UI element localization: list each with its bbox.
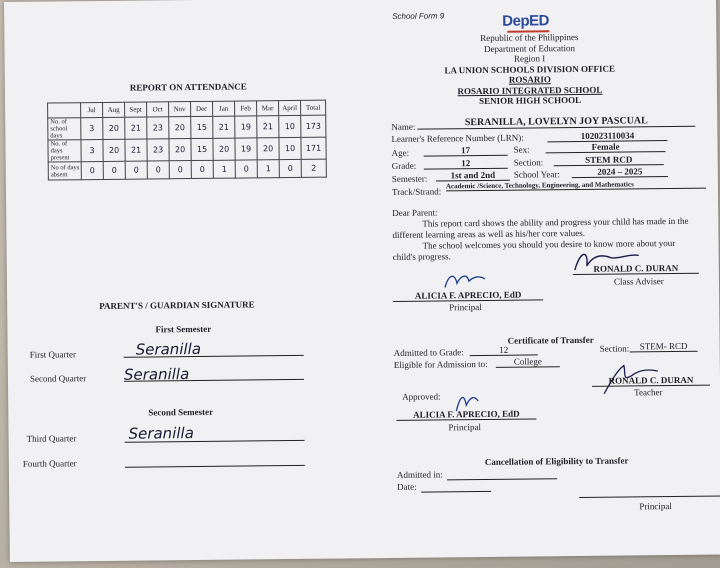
lrn-value: 102023110034 — [547, 130, 667, 142]
letter-salutation: Dear Parent: — [392, 207, 438, 218]
second-quarter-label: Second Quarter — [29, 373, 87, 384]
cell-value: 21 — [213, 116, 235, 138]
section-label: Section: — [513, 157, 544, 168]
attendance-title: REPORT ON ATTENDANCE — [129, 81, 247, 93]
row-label: No. of school days — [48, 118, 81, 140]
first-semester-heading: First Semester — [155, 323, 212, 335]
second-semester-heading: Second Semester — [148, 406, 214, 418]
cell-value: 173 — [301, 115, 326, 137]
age-label: Age: — [391, 147, 410, 158]
adviser-name: RONALD C. DURAN — [573, 263, 699, 275]
cell-value: 10 — [279, 137, 301, 159]
month-header: Feb — [235, 101, 257, 116]
report-card — [4, 0, 720, 562]
attendance-corner-cell — [48, 103, 81, 118]
school-header — [434, 32, 625, 107]
cell-value: 15 — [191, 138, 213, 160]
date-line — [421, 490, 491, 493]
third-quarter-signature: Seranilla — [128, 424, 194, 443]
date-label: Date: — [397, 481, 417, 492]
school-year-value: 2024 – 2025 — [572, 166, 668, 178]
month-header: Sept — [125, 102, 147, 117]
cell-value: 21 — [257, 116, 279, 138]
admitted-in-line — [447, 477, 557, 480]
admitted-grade-label: Admitted to Grade: — [393, 347, 464, 358]
deped-logo — [502, 12, 549, 29]
cell-value: 20 — [103, 117, 125, 139]
month-header: Mar — [257, 101, 279, 116]
cell-value: 23 — [147, 139, 169, 161]
month-header: Nov — [169, 102, 191, 117]
track-label: Track/Strand: — [391, 186, 442, 197]
cell-value: 0 — [147, 161, 169, 179]
cell-value: 3 — [81, 117, 103, 139]
attendance-row-school-days — [48, 115, 326, 140]
second-quarter-signature: Seranilla — [123, 365, 190, 384]
month-header: Oct — [147, 102, 169, 117]
cell-value: 0 — [279, 159, 301, 177]
cell-value: 20 — [257, 138, 279, 160]
logo-text: DepED — [502, 12, 550, 30]
admitted-grade-value: 12 — [470, 344, 538, 356]
cell-value: 0 — [169, 161, 191, 179]
cell-value: 20 — [169, 117, 191, 139]
cell-value: 19 — [235, 116, 257, 138]
transfer-section-value: STEM- RCD — [630, 341, 698, 353]
semester-label: Semester: — [391, 173, 428, 184]
attendance-row-days-absent — [48, 159, 326, 180]
grade-value: 12 — [424, 158, 508, 170]
month-header: April — [279, 100, 301, 115]
month-header: Dec — [191, 101, 213, 116]
transfer-section-label: Section: — [599, 343, 630, 354]
transfer-principal-name: ALICIA F. APRECIO, EdD — [396, 408, 536, 420]
cell-value: 171 — [301, 137, 326, 159]
transfer-principal-title: Principal — [448, 422, 482, 433]
cell-value: 21 — [125, 117, 147, 139]
student-name: SERANILLA, LOVELYN JOY PASCUAL — [417, 115, 695, 130]
header-school: ROSARIO INTEGRATED SCHOOL — [457, 84, 603, 96]
header-region: Region I — [513, 53, 546, 64]
transfer-title: Certificate of Transfer — [507, 334, 594, 346]
cell-value: 3 — [81, 139, 103, 161]
cell-value: 20 — [169, 139, 191, 161]
cell-value: 0 — [125, 161, 147, 179]
cell-value: 10 — [279, 115, 301, 137]
section-value: STEM RCD — [554, 154, 664, 166]
principal-title: Principal — [449, 302, 482, 313]
sex-label: Sex: — [513, 144, 530, 155]
month-header: Jan — [213, 101, 235, 116]
cell-value: 23 — [147, 117, 169, 139]
month-header: Aug — [103, 102, 125, 117]
cancellation-title: Cancellation of Eligibility to Transfer — [484, 455, 629, 467]
first-quarter-signature: Seranilla — [135, 339, 202, 359]
first-quarter-label: First Quarter — [29, 349, 76, 360]
lrn-label: Learner's Reference Number (LRN): — [391, 132, 524, 144]
letter-paragraph-2: The school welcomes you should you desire to know more about your child's progress. — [392, 237, 676, 262]
fourth-quarter-line — [125, 464, 305, 468]
cell-value: 19 — [235, 138, 257, 160]
row-label: No of days absent — [48, 162, 81, 180]
cell-value: 0 — [191, 160, 213, 178]
cell-value: 15 — [191, 116, 213, 138]
cell-value: 20 — [213, 138, 235, 160]
cancellation-principal-title: Principal — [639, 501, 672, 512]
cell-value: 0 — [103, 161, 125, 179]
principal-name: ALICIA F. APRECIO, EdD — [393, 289, 543, 302]
sex-value: Female — [545, 141, 665, 153]
row-label: No. of days present — [48, 140, 81, 162]
school-year-label: School Year: — [513, 169, 560, 180]
cell-value: 0 — [81, 161, 103, 179]
eligible-label: Eligible for Admission to: — [393, 358, 488, 370]
cell-value: 0 — [235, 160, 257, 178]
header-division: LA UNION SCHOOLS DIVISION OFFICE — [444, 63, 616, 75]
adviser-title: Class Adviser — [613, 276, 664, 287]
parent-signature-title: PARENT'S / GUARDIAN SIGNATURE — [99, 299, 255, 312]
teacher-name: RONALD C. DURAN — [592, 375, 710, 387]
teacher-title: Teacher — [634, 387, 663, 398]
grade-label: Grade: — [391, 160, 417, 171]
eligible-value: College — [496, 356, 560, 368]
header-department: Department of Education — [483, 42, 576, 54]
header-republic: Republic of the Philippines — [480, 31, 579, 44]
cell-value: 1 — [213, 160, 235, 178]
third-quarter-label: Third Quarter — [26, 433, 77, 444]
cancellation-principal-line — [579, 494, 720, 498]
admitted-in-label: Admitted in: — [396, 469, 443, 480]
age-value: 17 — [424, 145, 508, 157]
cell-value: 20 — [103, 139, 125, 161]
cell-value: 2 — [301, 159, 326, 177]
letter-paragraph-1: This report card shows the ability and progress your child has made in the different learning areas as well as his/her core values. — [392, 215, 689, 240]
month-header: Total — [301, 100, 326, 115]
header-level: SENIOR HIGH SCHOOL — [478, 94, 582, 107]
semester-value: 1st and 2nd — [436, 170, 510, 182]
attendance-table — [47, 100, 327, 181]
attendance-row-days-present — [48, 137, 326, 162]
track-value: Academic /Science, Technology, Engineering, and Mathematics — [446, 180, 706, 192]
form-label: School Form 9 — [392, 11, 445, 21]
fourth-quarter-label: Fourth Quarter — [22, 458, 77, 469]
header-municipality: ROSARIO — [508, 74, 551, 85]
cell-value: 21 — [125, 139, 147, 161]
month-header: Jul — [81, 102, 103, 117]
name-label: Name: — [391, 121, 416, 132]
approved-label: Approved: — [402, 391, 441, 402]
cell-value: 1 — [257, 160, 279, 178]
